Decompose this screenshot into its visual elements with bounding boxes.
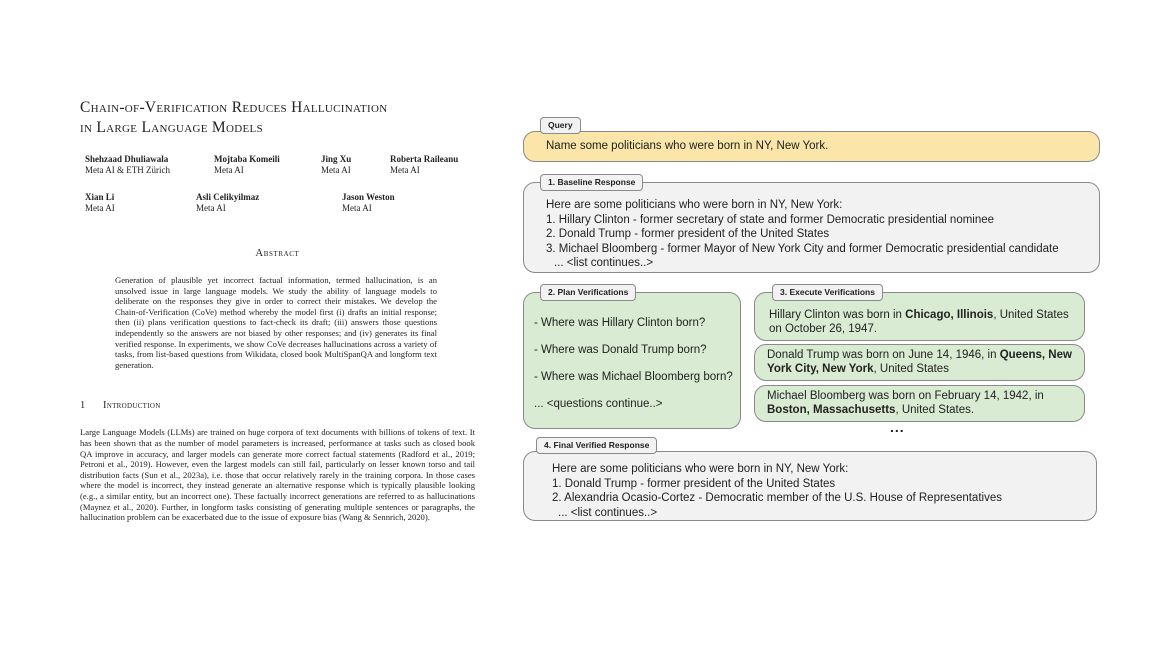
author-affiliation: Meta AI	[390, 164, 420, 175]
author	[342, 192, 395, 213]
verification-answer-box	[754, 385, 1085, 422]
answer-text: Hillary Clinton was born in	[769, 309, 906, 321]
author-name: Roberta Raileanu	[390, 154, 459, 164]
execute-verifications-tag: 3. Execute Verifications	[772, 284, 883, 301]
baseline-intro: Here are some politicians who were born in NY, New York:	[546, 199, 843, 211]
final-item: 1. Donald Trump - former president of the United States	[552, 477, 836, 490]
answer-text: , United States	[873, 363, 949, 375]
author-name: Asli Celikyilmaz	[196, 192, 260, 202]
answer-location: Boston, Massachusetts	[767, 404, 896, 416]
abstract-text: Generation of plausible yet incorrect factual information, termed hallucination, is an unsolved issue in large language models. We study the ability of language models to deliberate on the responses they give in order to correct their mistakes. We develop the Chain-of-Verification (CoVe) method whereby the model first (i) drafts an initial response; then (ii) plans verification questions to fact-check its draft; (iii) answers those questions independently so the answers are not biased by other responses; and (iv) generates its final verified response. In experiments, we show CoVe decreases hallucinations across a variety of tasks, from list-based questions from Wikidata, closed book MultiSpanQA and longform text generation.	[115, 275, 437, 370]
query-tag: Query	[540, 117, 581, 134]
section-heading	[80, 400, 475, 411]
author	[390, 154, 458, 175]
answer-text: , United States on October 26, 1947.	[769, 309, 1069, 335]
answer-location: Chicago, Illinois	[905, 309, 994, 321]
paper-title-line-2: in Large Language Models	[80, 119, 263, 136]
answer-location: Queens, New York City, New York	[767, 349, 1072, 375]
author	[321, 154, 351, 175]
author	[196, 192, 259, 213]
author-list	[80, 154, 475, 244]
section-number: 1	[80, 400, 86, 412]
final-response-box	[523, 451, 1097, 521]
baseline-more: ... <list continues..>	[554, 257, 654, 269]
paper-title	[80, 98, 475, 138]
paper-first-page	[80, 98, 475, 523]
plan-more: ... <questions continue..>	[534, 398, 663, 410]
answer-text: Michael Bloomberg was born on February 14, 1942, in	[767, 390, 1044, 402]
author-affiliation: Meta AI	[342, 202, 372, 213]
answer-text: , United States.	[895, 404, 975, 416]
author-name: Mojtaba Komeili	[214, 154, 280, 164]
paper-title-line-1: Chain-of-Verification Reduces Hallucination	[80, 99, 388, 116]
final-intro: Here are some politicians who were born in NY, New York:	[552, 463, 849, 475]
author-affiliation: Meta AI	[214, 164, 244, 175]
baseline-tag: 1. Baseline Response	[540, 174, 643, 191]
verification-question: - Where was Michael Bloomberg born?	[534, 371, 733, 383]
final-response-tag: 4. Final Verified Response	[536, 437, 657, 454]
author-affiliation: Meta AI & ETH Zürich	[85, 164, 170, 175]
introduction-text: Large Language Models (LLMs) are trained on huge corpora of text documents with billions of tokens of text. It has been shown that as the number of model parameters is increased, performance at tasks such as closed book QA improve in accuracy, and larger models can generate more correct factual statements (Radford et al., 2019; Petroni et al., 2019). However, even the largest models can still fail, particularly on lesser known torso and tail distribution facts (Sun et al., 2023a), i.e. those that occur relatively rarely in the training corpora. In those cases where the model is incorrect, they instead generate an alternative response which is typically plausible looking (e.g., a similar entity, but an incorrect one). These factually incorrect generations are referred to as hallucinations (Maynez et al., 2020). Further, in longform tasks consisting of generating multiple sentences or paragraphs, the hallucination problem can be exacerbated due to the issue of exposure bias (Wang & Sennrich, 2020).	[80, 427, 475, 523]
abstract-heading: Abstract	[255, 248, 300, 259]
author-name: Jason Weston	[342, 192, 395, 202]
verification-answer-box	[754, 344, 1085, 381]
query-text: Name some politicians who were born in NY, New York.	[546, 140, 829, 152]
verification-question: - Where was Donald Trump born?	[534, 344, 707, 356]
author	[85, 154, 170, 175]
author-affiliation: Meta AI	[196, 202, 226, 213]
verification-question: - Where was Hillary Clinton born?	[534, 317, 706, 329]
baseline-response-box	[523, 182, 1100, 273]
section-title: Introduction	[102, 400, 161, 412]
baseline-item: 1. Hillary Clinton - former secretary of state and former Democratic presidential nominee	[546, 213, 995, 226]
plan-verifications-box	[523, 292, 741, 429]
plan-verifications-tag: 2. Plan Verifications	[540, 284, 636, 301]
final-more: ... <list continues..>	[558, 506, 658, 519]
author-name: Jing Xu	[321, 154, 352, 164]
cove-diagram	[520, 115, 1105, 525]
author-affiliation: Meta AI	[321, 164, 351, 175]
query-box	[523, 131, 1100, 162]
baseline-item: 2. Donald Trump - former president of the United States	[546, 228, 830, 240]
answer-text: Donald Trump was born on June 14, 1946, in	[767, 349, 1000, 361]
final-item: 2. Alexandria Ocasio-Cortez - Democratic member of the U.S. House of Representatives	[552, 492, 1002, 504]
more-verifications-ellipsis: ...	[890, 419, 905, 435]
author-name: Xian Li	[85, 192, 115, 202]
baseline-item: 3. Michael Bloomberg - former Mayor of New York City and former Democratic presidential candidate	[546, 242, 1059, 255]
author	[214, 154, 280, 175]
author-name: Shehzaad Dhuliawala	[85, 154, 169, 164]
author-affiliation: Meta AI	[85, 202, 115, 213]
author	[85, 192, 115, 213]
